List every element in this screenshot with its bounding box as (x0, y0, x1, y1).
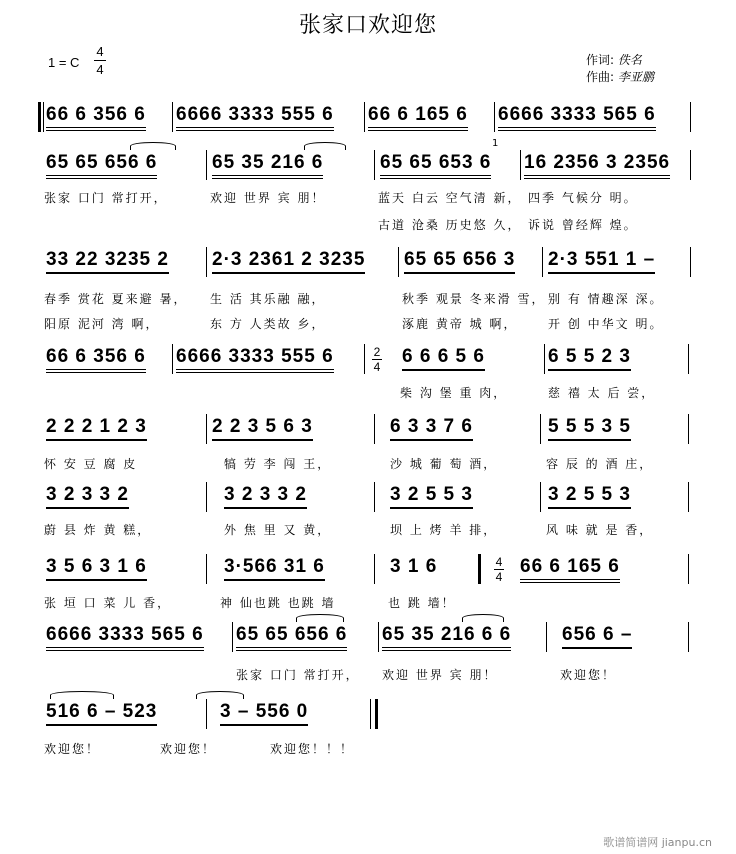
measure: 2 2 2 1 2 3 (46, 416, 147, 441)
measure: 65 65 653 6 (380, 152, 491, 179)
staff-row-6 (0, 480, 736, 510)
measure: 6 5 5 2 3 (548, 346, 631, 371)
lyric-text: 怀 安 豆 腐 皮 (44, 457, 138, 471)
measure: 6666 3333 555 6 (176, 104, 334, 131)
lyric-text: 容 辰 的 酒 庄， (546, 457, 654, 471)
lyric-text: 涿鹿 黄帝 城 啊， (402, 317, 518, 331)
lyricist-name: 佚名 (617, 53, 642, 67)
lyric-text: 别 有 情趣深 深。 (548, 292, 664, 306)
lyric-text: 阳原 泥河 湾 啊， (44, 317, 160, 331)
lyric-text: 古道 沧桑 历史悠 久， (378, 218, 522, 232)
lyric-text: 风 味 就 是 香， (546, 523, 654, 537)
lyric-line (0, 455, 736, 473)
measure: 3·566 31 6 (224, 556, 325, 581)
measure: 2·3 551 1 – (548, 249, 655, 274)
lyric-text: 也 跳 墙！ (388, 596, 456, 610)
lyric-text: 生 活 其乐融 融， (210, 292, 326, 306)
staff-row-9 (0, 697, 736, 727)
measure: 6666 3333 555 6 (176, 346, 334, 373)
measure: 3 2 3 3 2 (46, 484, 129, 509)
composer-name: 李亚鹏 (617, 70, 654, 84)
lyric-line (0, 189, 736, 207)
time-change-top: 2 (373, 345, 381, 359)
measure: 3 2 3 3 2 (224, 484, 307, 509)
composer-label: 作曲: (586, 70, 615, 84)
lyric-text: 开 创 中华文 明。 (548, 317, 664, 331)
lyric-line (0, 290, 736, 308)
lyric-line (0, 315, 736, 333)
lyricist-label: 作词: (586, 53, 615, 67)
measure: 65 35 216 6 6 (382, 624, 511, 651)
measure: 5 5 5 3 5 (548, 416, 631, 441)
lyric-text: 柴 沟 堡 重 肉， (400, 386, 508, 400)
staff-row-2 (0, 138, 736, 178)
staff-row-8 (0, 620, 736, 650)
staff-row-3 (0, 245, 736, 275)
watermark: 歌谱简谱网 jianpu.cn (603, 836, 712, 849)
measure: 33 22 3235 2 (46, 249, 169, 274)
lyric-text: 外 焦 里 又 黄， (224, 523, 332, 537)
lyric-text: 蓝天 白云 空气清 新， (378, 191, 522, 205)
time-change-bottom: 4 (373, 360, 381, 374)
lyric-text: 张 垣 口 菜 儿 香， (44, 596, 172, 610)
lyric-line (0, 594, 736, 612)
composer-line (586, 69, 654, 86)
time-change-2 (494, 556, 504, 583)
lyric-text: 欢迎您！ (560, 668, 617, 682)
key-signature: 1 = C (48, 55, 80, 70)
measure: 516 6 – 523 (46, 701, 157, 726)
measure: 3 – 556 0 (220, 701, 308, 726)
measure: 6 3 3 7 6 (390, 416, 473, 441)
measure: 66 6 356 6 (46, 104, 146, 131)
lyric-text: 慈 禧 太 后 尝， (548, 386, 656, 400)
lyricist-line (586, 52, 654, 69)
measure: 2 2 3 5 6 3 (212, 416, 313, 441)
lyric-text: 东 方 人类故 乡， (210, 317, 326, 331)
measure: 65 65 656 6 (46, 152, 157, 179)
measure: 3 2 5 5 3 (390, 484, 473, 509)
measure: 66 6 165 6 (520, 556, 620, 583)
measure: 656 6 – (562, 624, 632, 649)
measure: 66 6 165 6 (368, 104, 468, 131)
lyric-text: 沙 城 葡 萄 酒， (390, 457, 498, 471)
lyric-line (0, 521, 736, 539)
lyric-line (0, 216, 736, 234)
breath-mark: 1 (492, 138, 499, 149)
lyric-line (0, 740, 736, 758)
measure: 2·3 2361 2 3235 (212, 249, 365, 274)
lyric-text: 秋季 观景 冬来滑 雪， (402, 292, 546, 306)
lyric-line (0, 666, 736, 684)
lyric-text: 坝 上 烤 羊 排， (390, 523, 498, 537)
lyric-text: 欢迎 世界 宾 朋！ (210, 191, 326, 205)
measure: 6 6 6 5 6 (402, 346, 485, 371)
lyric-text: 犒 劳 李 闯 王， (224, 457, 332, 471)
lyric-text: 张家 口门 常打开， (236, 668, 360, 682)
time-change-bottom: 4 (495, 570, 503, 584)
lyric-text: 欢迎您！ (160, 742, 217, 756)
song-title: 张家口欢迎您 (298, 13, 437, 38)
lyric-text: 欢迎您！ (44, 742, 101, 756)
measure: 3 5 6 3 1 6 (46, 556, 147, 581)
time-change (372, 346, 382, 373)
measure: 3 2 5 5 3 (548, 484, 631, 509)
lyric-text: 欢迎您！！！ (270, 742, 355, 756)
credits (586, 52, 654, 86)
measure: 3 1 6 (390, 556, 438, 577)
staff-row-1 (0, 100, 736, 130)
time-signature-bottom: 4 (96, 62, 104, 77)
lyric-text: 蔚 县 炸 黄 糕， (44, 523, 152, 537)
lyric-text: 欢迎 世界 宾 朋！ (382, 668, 498, 682)
time-signature (94, 44, 106, 77)
lyric-text: 神 仙也跳 也跳 墙 (220, 596, 336, 610)
lyric-text: 诉说 曾经辉 煌。 (528, 218, 638, 232)
lyric-text: 张家 口门 常打开， (44, 191, 168, 205)
staff-row-5 (0, 412, 736, 442)
measure: 6666 3333 565 6 (46, 624, 204, 651)
measure: 65 35 216 6 (212, 152, 323, 179)
measure: 66 6 356 6 (46, 346, 146, 373)
lyric-text: 春季 赏花 夏来避 暑， (44, 292, 188, 306)
lyric-text: 四季 气候分 明。 (528, 191, 638, 205)
measure: 65 65 656 3 (404, 249, 515, 274)
staff-row-4 (0, 342, 736, 372)
staff-row-7 (0, 552, 736, 582)
time-signature-top: 4 (96, 44, 104, 59)
time-change-top: 4 (495, 555, 503, 569)
measure: 6666 3333 565 6 (498, 104, 656, 131)
lyric-line (0, 384, 736, 402)
measure: 65 65 656 6 (236, 624, 347, 651)
measure: 16 2356 3 2356 (524, 152, 670, 179)
